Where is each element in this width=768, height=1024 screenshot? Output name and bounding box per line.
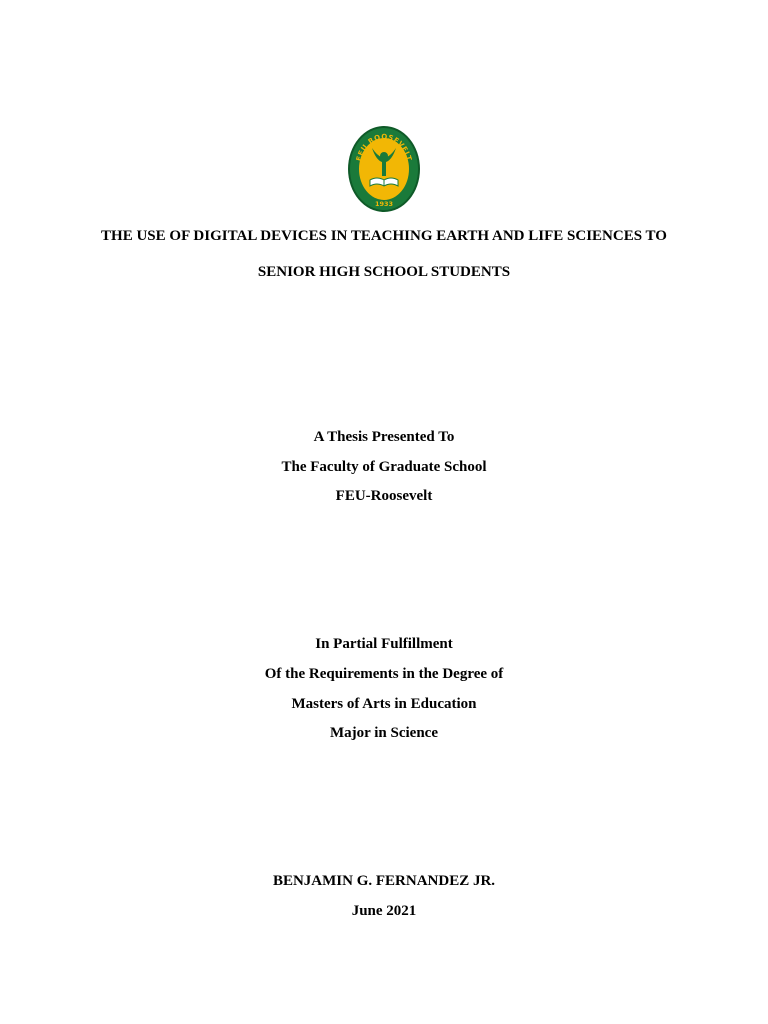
thesis-title-line-1: THE USE OF DIGITAL DEVICES IN TEACHING EARTH AND LIFE SCIENCES TO [101, 228, 667, 244]
fulfillment-line-4: Major in Science [329, 725, 439, 741]
author-name: BENJAMIN G. FERNANDEZ JR. [272, 873, 496, 889]
fulfillment-line-3: Masters of Arts in Education [291, 696, 477, 712]
seal-arc-text: FEU ROOSEVELT [354, 132, 414, 163]
thesis-title-line-2: SENIOR HIGH SCHOOL STUDENTS [257, 264, 511, 280]
fulfillment-line-2: Of the Requirements in the Degree of [264, 666, 504, 682]
presentation-line-1: A Thesis Presented To [313, 429, 455, 445]
submission-date: June 2021 [351, 903, 417, 919]
presentation-line-2: The Faculty of Graduate School [281, 459, 487, 475]
fulfillment-line-1: In Partial Fulfillment [315, 636, 453, 652]
presentation-line-3: FEU-Roosevelt [335, 488, 433, 504]
seal-year: 1933 [374, 200, 394, 208]
feu-roosevelt-seal-icon [346, 124, 422, 214]
